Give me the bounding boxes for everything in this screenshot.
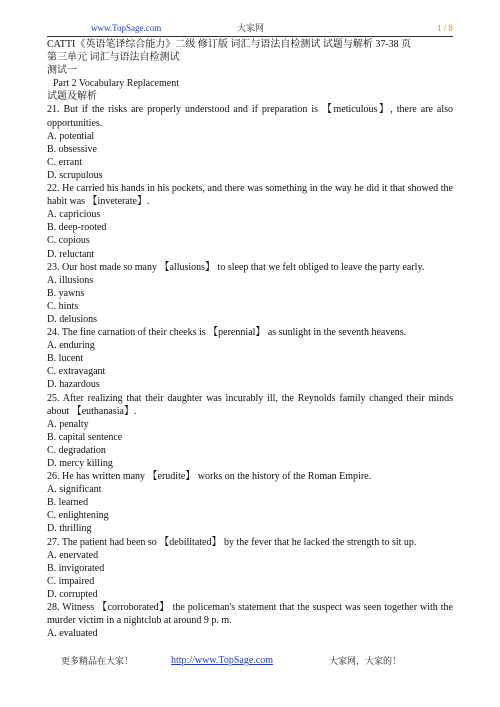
- q23-option-a: A. illusions: [47, 274, 94, 286]
- q26-option-d: D. thrilling: [47, 523, 92, 535]
- question-26: 26. He has written many 【erudite】 works on the history of the Roman Empire.: [47, 471, 372, 483]
- document-title: CATTI《英语笔译综合能力》二级 修订版 词汇与语法自检测试 试题与解析 37-38 页: [47, 39, 412, 50]
- header-site-name: 大家网: [237, 23, 265, 33]
- q26-option-b: B. learned: [47, 497, 89, 509]
- q24-option-a: A. enduring: [47, 340, 95, 352]
- q24-option-b: B. lucent: [47, 353, 84, 365]
- q24-option-d: D. hazardous: [47, 379, 100, 391]
- q22-option-a: A. capricious: [47, 209, 101, 221]
- q21-option-c: C. errant: [47, 156, 82, 168]
- question-23: 23. Our host made so many 【allusions】 to sleep that we felt obliged to leave the party early.: [47, 261, 425, 273]
- q25-option-c: C. degradation: [47, 444, 106, 456]
- question-21: 21. But if the risks are properly understood and if preparation is 【meticulous】, there are also opportunities.: [47, 104, 453, 129]
- q23-option-b: B. yawns: [47, 287, 85, 299]
- q27-option-d: D. corrupted: [47, 588, 98, 600]
- q24-option-c: C. extravagant: [47, 366, 106, 378]
- question-25: 25. After realizing that their daughter was incurably ill, the Reynolds family changed their minds about 【euthanasia】.: [47, 392, 453, 417]
- document-body: [47, 38, 453, 640]
- question-22: 22. He carried his hands in his pockets, and there was something in the way he did it that showed the habit was 【inveterate】.: [47, 183, 453, 208]
- q25-option-d: D. mercy killing: [47, 458, 113, 469]
- q21-option-d: D. scrupulous: [47, 169, 103, 181]
- question-27: 27. The patient had been so 【debilitated】 by the fever that he lacked the strength to sit up.: [47, 536, 417, 548]
- q23-option-d: D. delusions: [47, 313, 97, 325]
- header-divider: [47, 36, 453, 37]
- footer-slogan-left: 更多精品在大家！: [61, 656, 134, 666]
- q27-option-c: C. impaired: [47, 575, 95, 587]
- q22-option-b: B. deep-rooted: [47, 222, 107, 234]
- question-24: 24. The fine carnation of their cheeks is 【perennial】 as sunlight in the seventh heavens.: [47, 327, 407, 339]
- unit-heading: 第三单元 词汇与语法自检测试: [47, 52, 180, 64]
- footer-slogan-right: 大家网，大家的！: [329, 656, 402, 666]
- q26-option-a: A. significant: [47, 484, 102, 496]
- q25-option-b: B. capital sentence: [47, 431, 123, 443]
- question-28: 28. Witness 【corroborated】 the policeman's statement that the suspect was seen together with the murder victim in a nightclub at around 9 p. m.: [47, 602, 453, 627]
- q22-option-d: D. reluctant: [47, 248, 95, 260]
- part-heading: Part 2 Vocabulary Replacement: [53, 78, 179, 90]
- q26-option-c: C. enlightening: [47, 510, 109, 522]
- section-heading: 试题及解析: [47, 91, 97, 103]
- q27-option-b: B. invigorated: [47, 562, 105, 574]
- q28-option-a: A. evaluated: [47, 628, 98, 640]
- q21-option-a: A. potential: [47, 130, 95, 142]
- q25-option-a: A. penalty: [47, 418, 89, 430]
- header-site-link[interactable]: www.TopSage.com: [91, 23, 162, 33]
- page-number: 1 / 8: [436, 23, 453, 33]
- q23-option-c: C. hints: [47, 300, 79, 312]
- q21-option-b: B. obsessive: [47, 143, 97, 155]
- q22-option-c: C. copious: [47, 235, 90, 247]
- page-header: [47, 21, 453, 37]
- footer-link[interactable]: http://www.TopSage.com: [171, 655, 273, 666]
- page-footer: [47, 654, 453, 668]
- q27-option-a: A. enervated: [47, 549, 99, 561]
- test-heading: 测试一: [47, 65, 77, 77]
